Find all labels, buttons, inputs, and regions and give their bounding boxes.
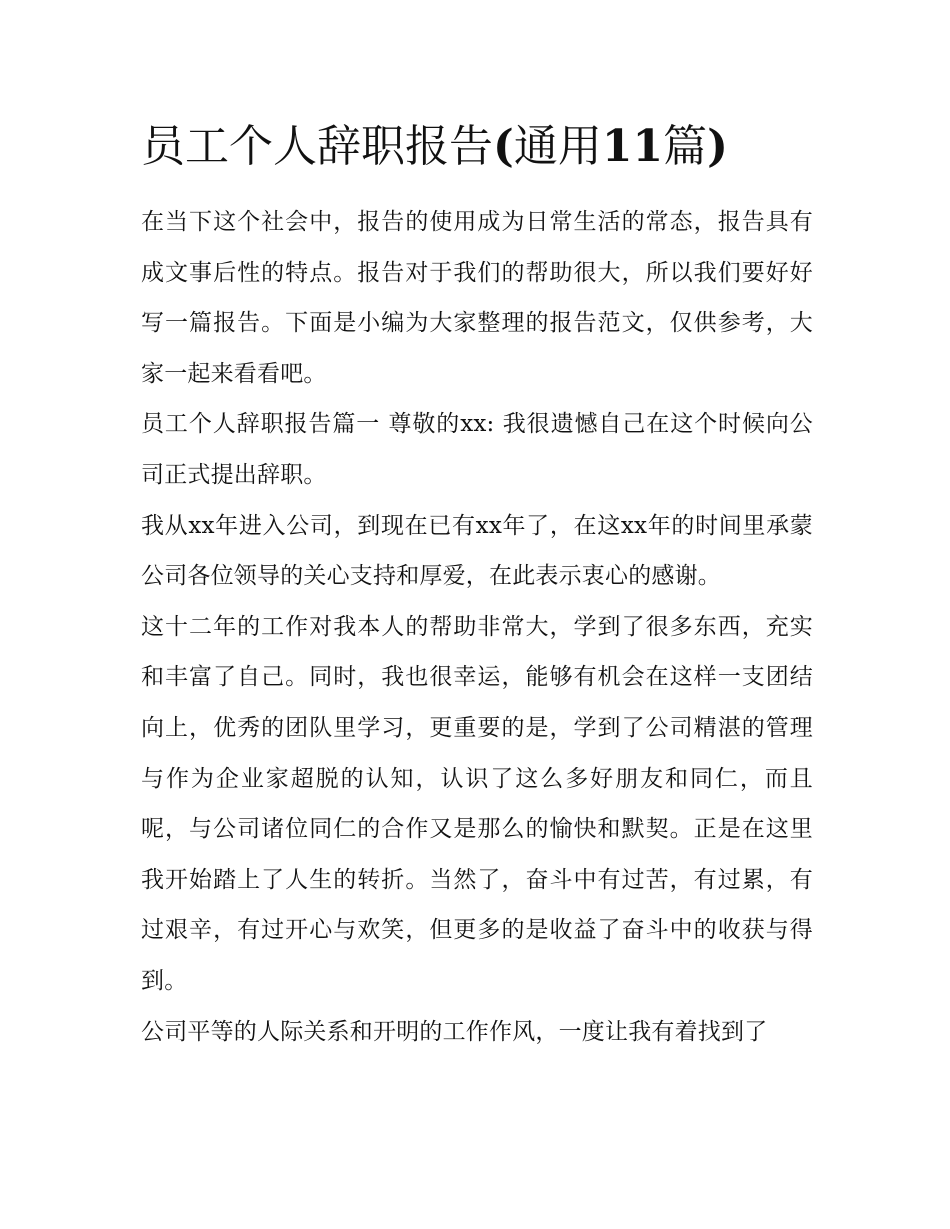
title-count: 11: [601, 121, 664, 172]
paragraph-company-culture: 公司平等的人际关系和开明的工作作风，一度让我有着找到了: [141, 1018, 768, 1045]
title-paren-open: (: [493, 121, 514, 172]
title-paren-close: ): [707, 121, 728, 172]
paragraph-tenure: 我从xx年进入公司，到现在已有xx年了，在这xx年的时间里承蒙公司各位领导的关心支持和厚爱，在此表示衷心的感谢。: [141, 512, 813, 590]
document-title: [141, 112, 841, 182]
title-general: 通用: [513, 121, 602, 172]
title-chapter: 篇: [663, 121, 708, 172]
document-body: [141, 197, 813, 1057]
paragraph-salutation: 员工个人辞职报告篇一 尊敬的xx: 我很遗憾自己在这个时候向公司正式提出辞职。: [141, 411, 813, 488]
title-text: 员工个人辞职报告: [141, 121, 493, 172]
paragraph-experience: 这十二年的工作对我本人的帮助非常大，学到了很多东西，充实和丰富了自己。同时，我也很幸运，能够有机会在这样一支团结向上，优秀的团队里学习，更重要的是，学到了公司精湛的管理与作为企业家超脱的认知，认识了这么多好朋友和同仁，而且呢，与公司诸位同仁的合作又是那么的愉快和默契。正是在这里我开始踏上了人生的转折。当然了，奋斗中有过苦，有过累，有过艰辛，有过开心与欢笑，但更多的是收益了奋斗中的收获与得到。: [141, 613, 813, 994]
paragraph-intro: 在当下这个社会中，报告的使用成为日常生活的常态，报告具有成文事后性的特点。报告对于我们的帮助很大，所以我们要好好写一篇报告。下面是小编为大家整理的报告范文，仅供参考，大家一起来看看吧。: [141, 209, 813, 387]
